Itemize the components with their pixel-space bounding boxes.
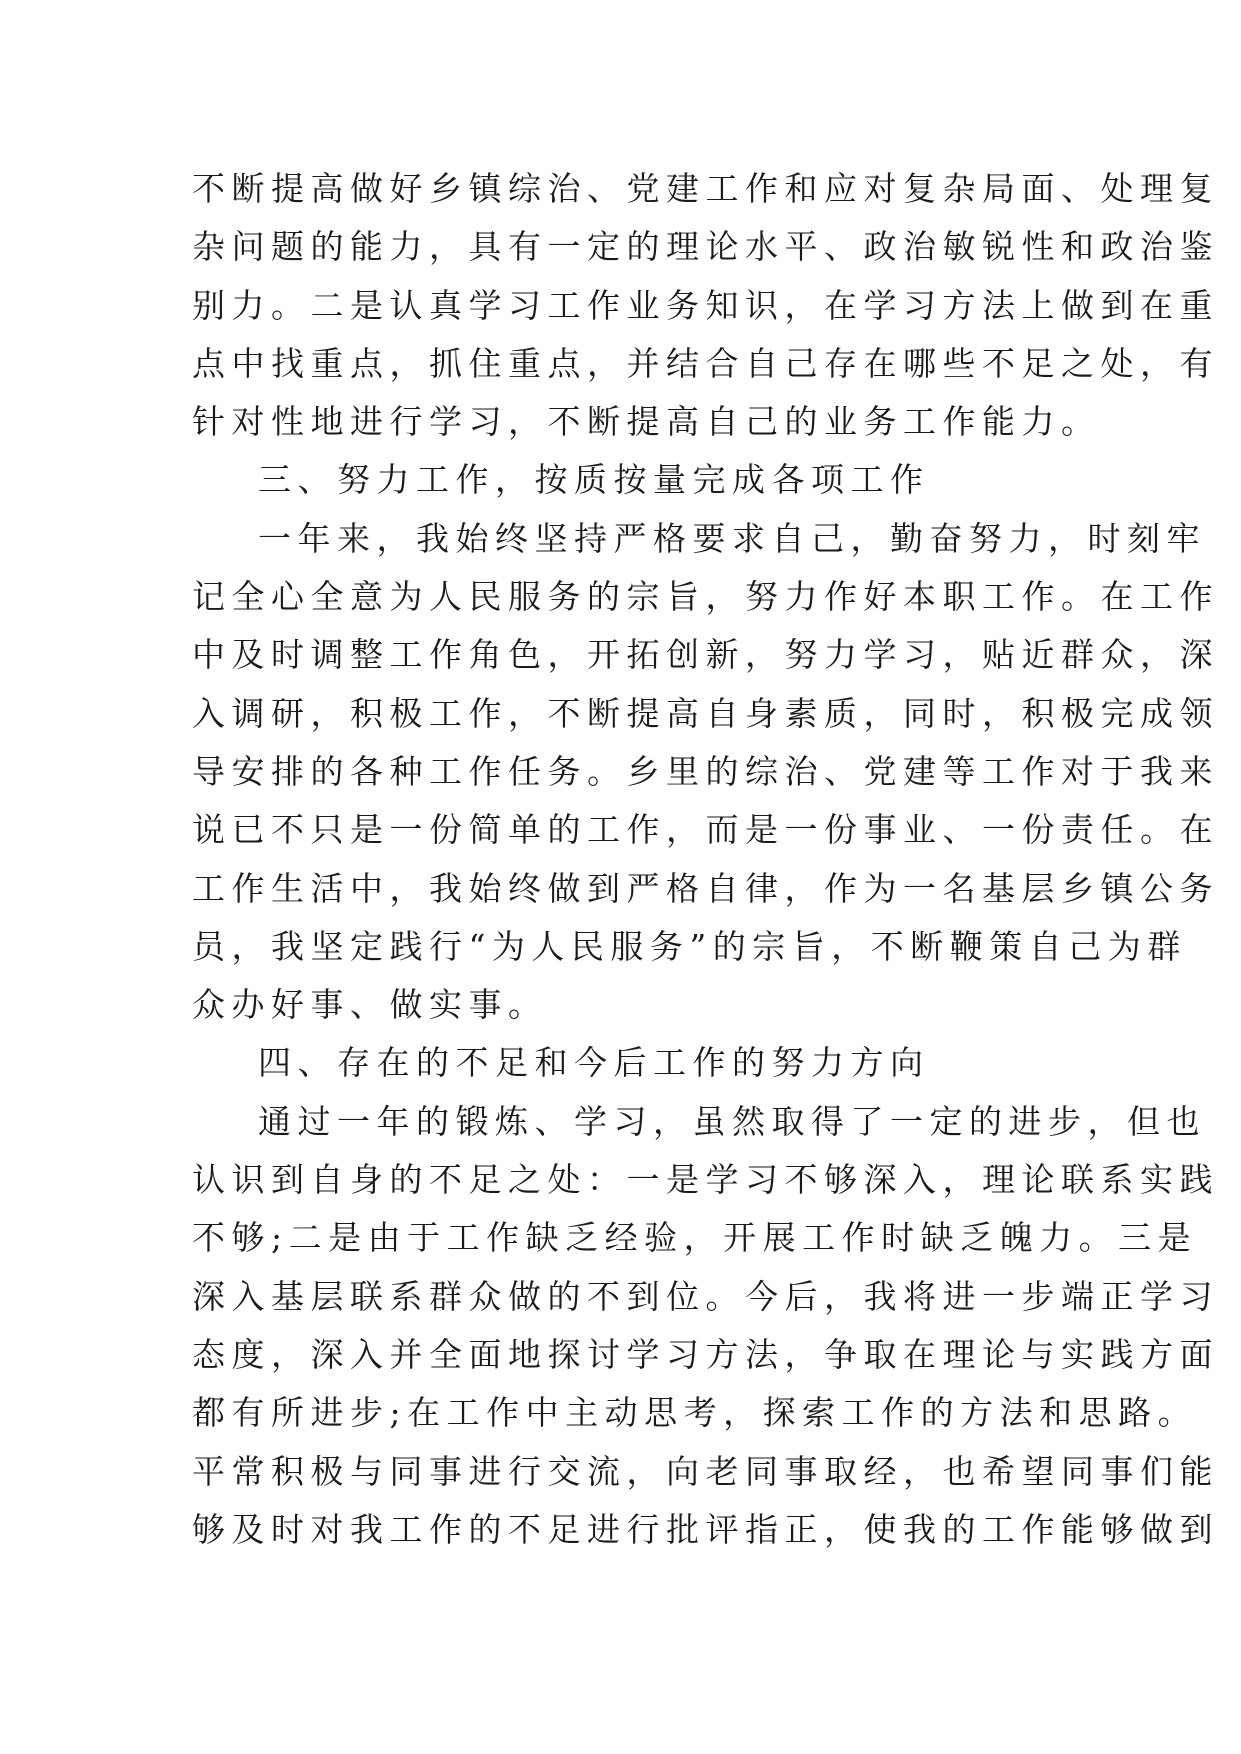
paragraph-line: 通过一年的锻炼、学习，虽然取得了一定的进步，但也 <box>258 1101 1206 1141</box>
paragraph-line: 态度，深入并全面地探讨学习方法，争取在理论与实践方面 <box>192 1334 1219 1374</box>
paragraph-line: 针对性地进行学习，不断提高自己的业务工作能力。 <box>192 402 1101 442</box>
section-heading: 三、努力工作，按质按量完成各项工作 <box>258 460 930 500</box>
section-heading: 四、存在的不足和今后工作的努力方向 <box>258 1043 930 1083</box>
paragraph-line: 深入基层联系群众做的不到位。今后，我将进一步端正学习 <box>192 1276 1219 1316</box>
paragraph-line: 员，我坚定践行“为人民服务”的宗旨，不断鞭策自己为群 <box>192 926 1187 966</box>
paragraph-line: 不断提高做好乡镇综治、党建工作和应对复杂局面、处理复 <box>192 169 1219 208</box>
paragraph-line: 中及时调整工作角色，开拓创新，努力学习，贴近群众，深 <box>192 635 1219 675</box>
paragraph-line: 别力。二是认真学习工作业务知识，在学习方法上做到在重 <box>192 285 1219 325</box>
paragraph-line: 认识到自身的不足之处：一是学习不够深入，理论联系实践 <box>192 1160 1219 1200</box>
paragraph-line: 记全心全意为人民服务的宗旨，努力作好本职工作。在工作 <box>192 577 1219 617</box>
paragraph-line: 不够;二是由于工作缺乏经验，开展工作时缺乏魄力。三是 <box>192 1218 1198 1258</box>
paragraph-line: 入调研，积极工作，不断提高自身素质，同时，积极完成领 <box>192 693 1219 733</box>
paragraph-line: 点中找重点，抓住重点，并结合自己存在哪些不足之处，有 <box>192 343 1219 383</box>
paragraph-line: 众办好事、做实事。 <box>192 985 548 1025</box>
paragraph-line: 够及时对我工作的不足进行批评指正，使我的工作能够做到 <box>192 1509 1219 1549</box>
document-body <box>192 160 1219 1559</box>
paragraph-line: 都有所进步;在工作中主动思考，探索工作的方法和思路。 <box>192 1393 1198 1433</box>
paragraph-line: 说已不只是一份简单的工作，而是一份事业、一份责任。在 <box>192 810 1219 850</box>
paragraph-line: 一年来，我始终坚持严格要求自己，勤奋努力，时刻牢 <box>258 518 1206 558</box>
paragraph-line: 杂问题的能力，具有一定的理论水平、政治敏锐性和政治鉴 <box>192 227 1219 267</box>
paragraph-line: 平常积极与同事进行交流，向老同事取经，也希望同事们能 <box>192 1451 1219 1491</box>
paragraph-line: 导安排的各种工作任务。乡里的综治、党建等工作对于我来 <box>192 751 1219 791</box>
paragraph-line: 工作生活中，我始终做到严格自律，作为一名基层乡镇公务 <box>192 868 1219 908</box>
